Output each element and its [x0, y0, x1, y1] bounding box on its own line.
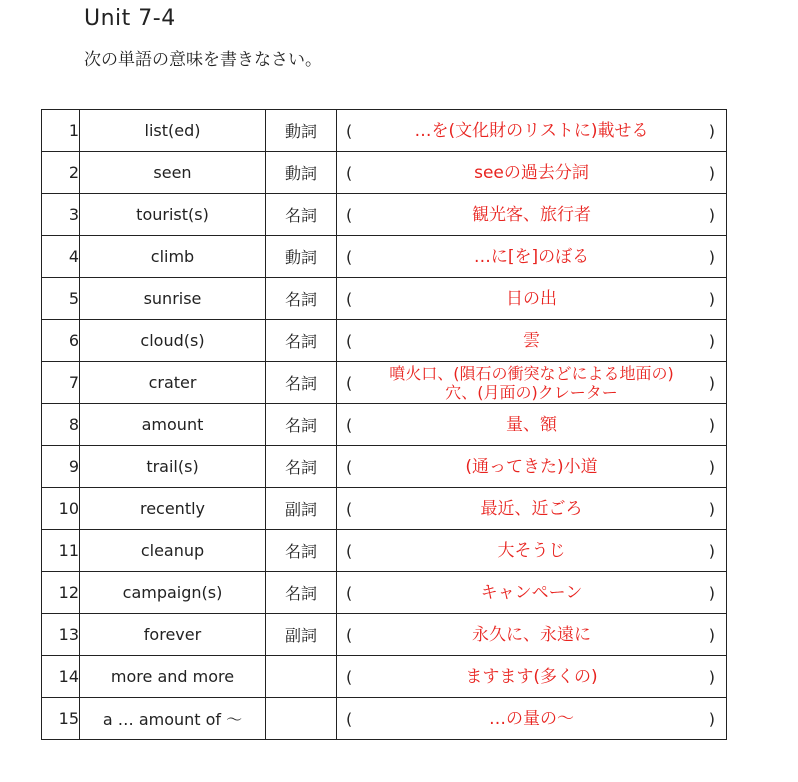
row-number: 3: [42, 194, 80, 236]
row-number: 10: [42, 488, 80, 530]
part-of-speech: [266, 698, 337, 740]
table-row: [42, 404, 727, 446]
row-number: 8: [42, 404, 80, 446]
japanese-meaning: …に[を]のぼる: [473, 246, 590, 267]
part-of-speech: 名詞: [266, 362, 337, 404]
open-paren: (: [346, 373, 353, 392]
japanese-meaning: seeの過去分詞: [474, 162, 589, 183]
japanese-meaning: 最近、近ごろ: [480, 498, 583, 519]
english-word: crater: [80, 362, 266, 404]
open-paren: (: [346, 289, 353, 308]
close-paren: ): [708, 583, 715, 602]
meaning-cell: [337, 194, 727, 236]
table-row: [42, 614, 727, 656]
english-word: climb: [80, 236, 266, 278]
close-paren: ): [708, 121, 715, 140]
part-of-speech: 動詞: [266, 110, 337, 152]
meaning-cell: [337, 362, 727, 404]
japanese-meaning: 観光客、旅行者: [472, 204, 591, 225]
english-word: cloud(s): [80, 320, 266, 362]
row-number: 2: [42, 152, 80, 194]
open-paren: (: [346, 331, 353, 350]
meaning-cell: [337, 614, 727, 656]
close-paren: ): [708, 541, 715, 560]
meaning-cell: [337, 488, 727, 530]
part-of-speech: 名詞: [266, 194, 337, 236]
open-paren: (: [346, 583, 353, 602]
japanese-meaning: ますます(多くの): [465, 666, 598, 687]
table-row: [42, 488, 727, 530]
part-of-speech: 名詞: [266, 278, 337, 320]
open-paren: (: [346, 667, 353, 686]
close-paren: ): [708, 289, 715, 308]
japanese-meaning: 永久に、永遠に: [472, 624, 591, 645]
part-of-speech: 名詞: [266, 320, 337, 362]
part-of-speech: 名詞: [266, 530, 337, 572]
open-paren: (: [346, 247, 353, 266]
close-paren: ): [708, 457, 715, 476]
japanese-meaning: (通ってきた)小道: [465, 456, 598, 477]
open-paren: (: [346, 709, 353, 728]
meaning-cell: [337, 110, 727, 152]
table-row: [42, 110, 727, 152]
row-number: 11: [42, 530, 80, 572]
meaning-cell: [337, 152, 727, 194]
table-row: [42, 698, 727, 740]
table-row: [42, 446, 727, 488]
english-word: recently: [80, 488, 266, 530]
meaning-cell: [337, 656, 727, 698]
row-number: 12: [42, 572, 80, 614]
english-word: trail(s): [80, 446, 266, 488]
close-paren: ): [708, 625, 715, 644]
close-paren: ): [708, 373, 715, 392]
row-number: 15: [42, 698, 80, 740]
english-word: amount: [80, 404, 266, 446]
open-paren: (: [346, 499, 353, 518]
table-row: [42, 152, 727, 194]
english-word: campaign(s): [80, 572, 266, 614]
close-paren: ): [708, 415, 715, 434]
part-of-speech: 名詞: [266, 446, 337, 488]
row-number: 14: [42, 656, 80, 698]
row-number: 13: [42, 614, 80, 656]
meaning-cell: [337, 446, 727, 488]
open-paren: (: [346, 163, 353, 182]
english-word: tourist(s): [80, 194, 266, 236]
row-number: 9: [42, 446, 80, 488]
open-paren: (: [346, 625, 353, 644]
row-number: 5: [42, 278, 80, 320]
instruction-text: 次の単語の意味を書きなさい。: [84, 50, 322, 70]
part-of-speech: 動詞: [266, 236, 337, 278]
japanese-meaning: 雲: [523, 330, 540, 351]
part-of-speech: 名詞: [266, 404, 337, 446]
table-row: [42, 320, 727, 362]
close-paren: ): [708, 247, 715, 266]
japanese-meaning: …の量の～: [489, 708, 574, 729]
close-paren: ): [708, 205, 715, 224]
japanese-meaning: 日の出: [506, 288, 557, 309]
table-row: [42, 656, 727, 698]
meaning-cell: [337, 404, 727, 446]
part-of-speech: 副詞: [266, 488, 337, 530]
table-row: [42, 362, 727, 404]
close-paren: ): [708, 331, 715, 350]
english-word: forever: [80, 614, 266, 656]
vocabulary-table-body: [42, 110, 727, 740]
row-number: 1: [42, 110, 80, 152]
page-title: Unit 7-4: [84, 6, 176, 31]
english-word: more and more: [80, 656, 266, 698]
english-word: sunrise: [80, 278, 266, 320]
meaning-cell: [337, 698, 727, 740]
part-of-speech: 動詞: [266, 152, 337, 194]
part-of-speech: 副詞: [266, 614, 337, 656]
table-row: [42, 530, 727, 572]
table-row: [42, 278, 727, 320]
open-paren: (: [346, 121, 353, 140]
japanese-meaning: 噴火口、(隕石の衝突などによる地面の)穴、(月面の)クレーター: [389, 363, 674, 402]
open-paren: (: [346, 415, 353, 434]
open-paren: (: [346, 205, 353, 224]
vocabulary-table: [41, 109, 727, 740]
english-word: a … amount of ～: [80, 698, 266, 740]
table-row: [42, 236, 727, 278]
row-number: 6: [42, 320, 80, 362]
japanese-meaning: キャンペーン: [480, 582, 583, 603]
meaning-cell: [337, 236, 727, 278]
english-word: list(ed): [80, 110, 266, 152]
meaning-cell: [337, 278, 727, 320]
meaning-cell: [337, 320, 727, 362]
part-of-speech: [266, 656, 337, 698]
japanese-meaning: 量、額: [506, 414, 557, 435]
close-paren: ): [708, 667, 715, 686]
english-word: cleanup: [80, 530, 266, 572]
open-paren: (: [346, 541, 353, 560]
table-row: [42, 572, 727, 614]
open-paren: (: [346, 457, 353, 476]
english-word: seen: [80, 152, 266, 194]
meaning-cell: [337, 572, 727, 614]
close-paren: ): [708, 499, 715, 518]
table-row: [42, 194, 727, 236]
meaning-cell: [337, 530, 727, 572]
part-of-speech: 名詞: [266, 572, 337, 614]
row-number: 7: [42, 362, 80, 404]
close-paren: ): [708, 163, 715, 182]
close-paren: ): [708, 709, 715, 728]
japanese-meaning: …を(文化財のリストに)載せる: [414, 120, 649, 141]
row-number: 4: [42, 236, 80, 278]
japanese-meaning: 大そうじ: [497, 540, 566, 561]
